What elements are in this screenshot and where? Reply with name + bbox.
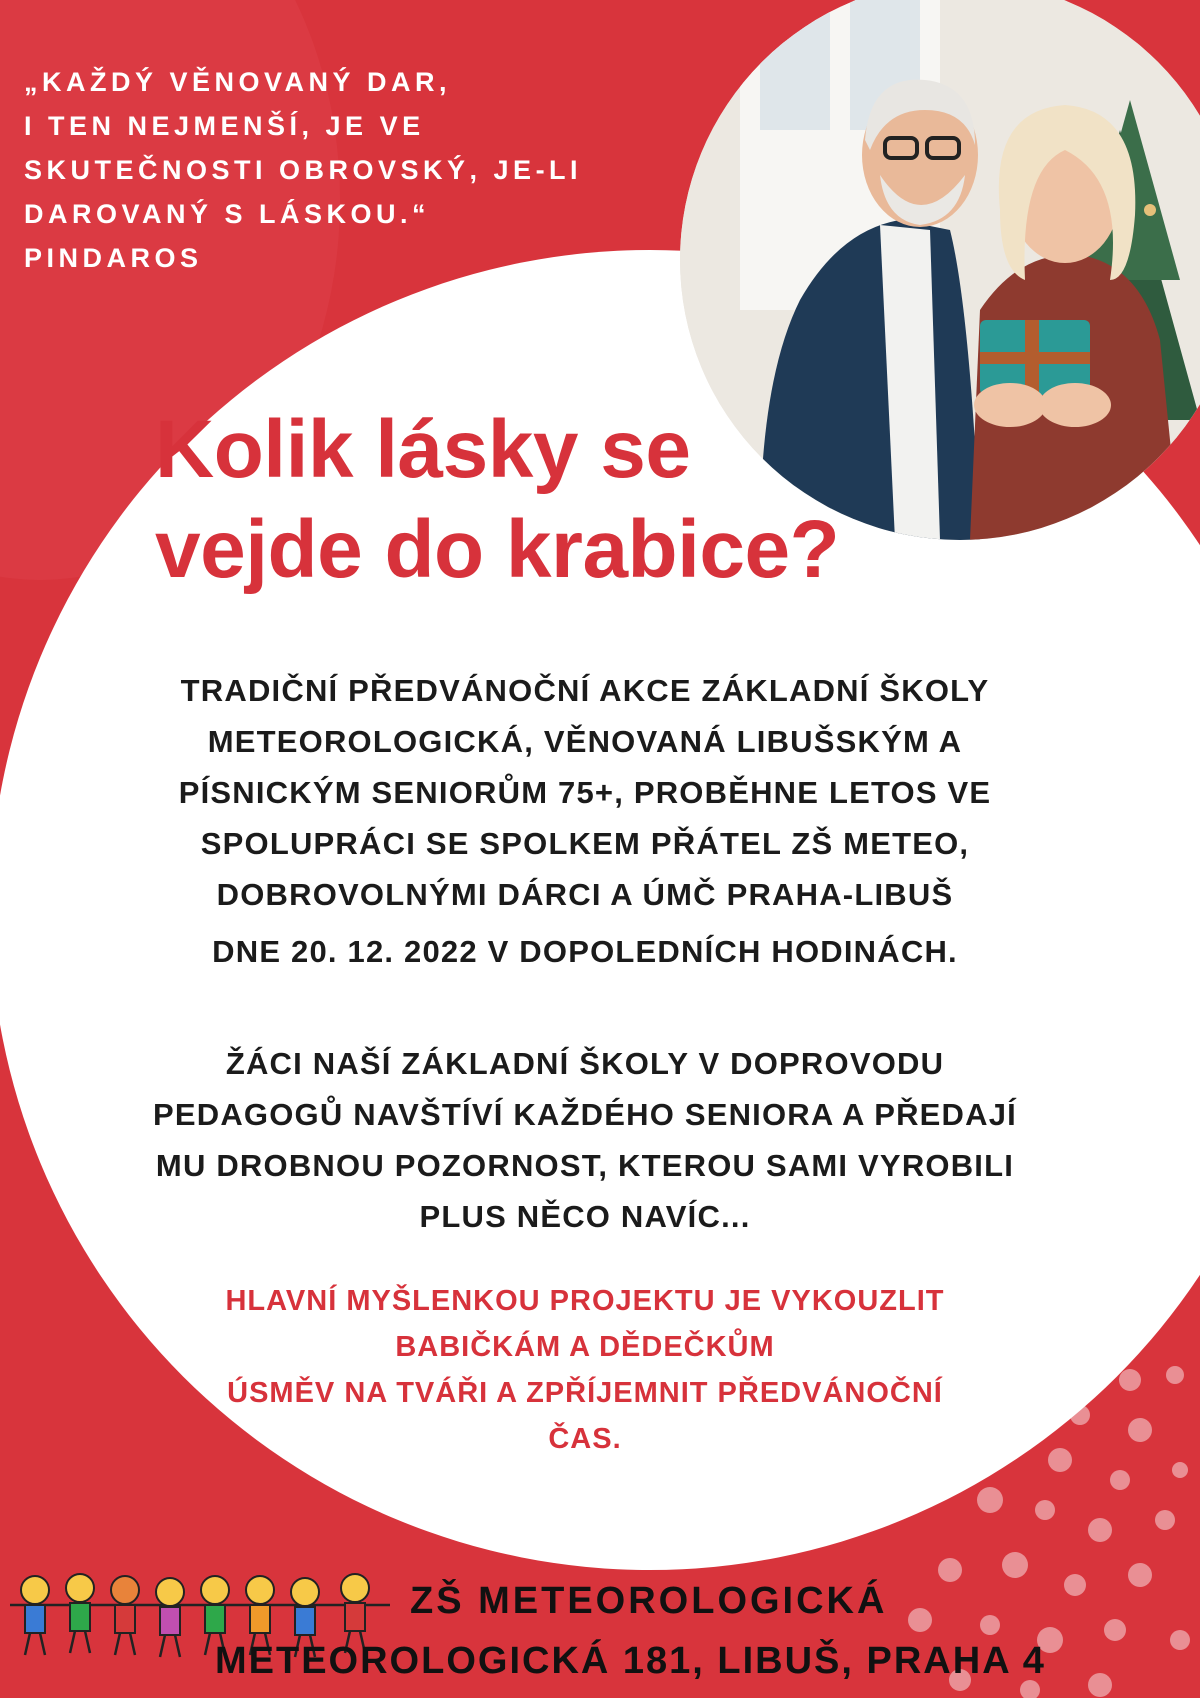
quote-author: PINDAROS <box>24 243 203 273</box>
title-line: Kolik lásky se <box>155 404 691 495</box>
text-line: METEOROLOGICKÁ, VĚNOVANÁ LIBUŠSKÝM A <box>207 724 963 759</box>
text-line: BABIČKÁM A DĚDEČKŮM <box>395 1331 775 1363</box>
page-title <box>155 400 839 600</box>
students-description <box>60 1038 1110 1242</box>
text-line: ÚSMĚV NA TVÁŘI A ZPŘÍJEMNIT PŘEDVÁNOČNÍ <box>227 1377 943 1409</box>
event-description <box>60 665 1110 977</box>
text-line: DNE 20. 12. 2022 V DOPOLEDNÍCH HODINÁCH. <box>212 934 958 969</box>
text-line: SPOLUPRÁCI SE SPOLKEM PŘÁTEL ZŠ METEO, <box>200 826 970 861</box>
text-line: PLUS NĚCO NAVÍC... <box>419 1199 751 1234</box>
text-line: MU DROBNOU POZORNOST, KTEROU SAMI VYROBILI <box>155 1148 1015 1183</box>
text-line: PEDAGOGŮ NAVŠTÍVÍ KAŽDÉHO SENIORA A PŘEDAJÍ <box>152 1097 1017 1132</box>
school-address: METEOROLOGICKÁ 181, LIBUŠ, PRAHA 4 <box>215 1640 1046 1682</box>
title-line: vejde do krabice? <box>155 504 840 595</box>
pindaros-quote <box>24 60 664 280</box>
quote-line: SKUTEČNOSTI OBROVSKÝ, JE-LI <box>24 155 583 185</box>
text-line: ČAS. <box>548 1423 622 1455</box>
quote-line: DAROVANÝ S LÁSKOU.“ <box>24 199 431 229</box>
text-line: PÍSNICKÝM SENIORŮM 75+, PROBĚHNE LETOS VE <box>178 775 992 810</box>
quote-line: „KAŽDÝ VĚNOVANÝ DAR, <box>24 67 452 97</box>
text-line: ŽÁCI NAŠÍ ZÁKLADNÍ ŠKOLY V DOPROVODU <box>225 1046 945 1081</box>
footer <box>0 1560 1200 1698</box>
project-idea <box>60 1278 1110 1462</box>
school-name: ZŠ METEOROLOGICKÁ <box>410 1580 888 1622</box>
text-line: DOBROVOLNÝMI DÁRCI A ÚMČ PRAHA-LIBUŠ <box>216 877 954 912</box>
text-line: HLAVNÍ MYŠLENKOU PROJEKTU JE VYKOUZLIT <box>225 1285 945 1317</box>
quote-line: I TEN NEJMENŠÍ, JE VE <box>24 111 425 141</box>
text-line: TRADIČNÍ PŘEDVÁNOČNÍ AKCE ZÁKLADNÍ ŠKOLY <box>180 673 990 708</box>
